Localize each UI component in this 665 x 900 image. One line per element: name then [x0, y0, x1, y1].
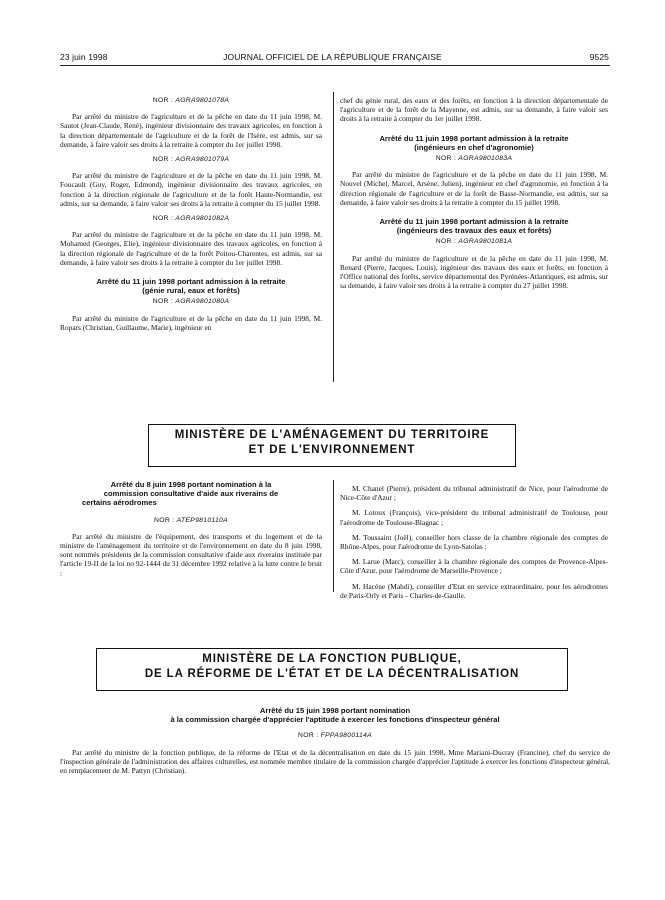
header-date: 23 juin 1998 — [60, 52, 108, 62]
ministry-heading-environment: MINISTÈRE DE L'AMÉNAGEMENT DU TERRITOIRE ET DE L'ENVIRONNEMENT — [148, 424, 516, 467]
journal-title: JOURNAL OFFICIEL DE LA RÉPUBLIQUE FRANÇAISE — [223, 52, 442, 62]
nor-reference: NOR : ATEP9810110A — [154, 516, 228, 524]
nor-reference: NOR : FPPA9800114A — [298, 732, 372, 739]
right-column-top — [340, 96, 608, 296]
nor-reference: NOR : AGRA9801081A — [435, 238, 513, 246]
decree-paragraph: Par arrêté du ministre de l'agriculture et de la pêche en date du 11 juin 1998, M. Nouvel (Michel, Marcel, Arsène, Julien), ingénieur en chef d'agronomie, en fonction à la direction régionale de l'agriculture et de la forêt de Basse-Normandie, est admis, sur sa demande, à faire valoir ses droits à la retraite à compter du 15 juillet 1998. — [340, 170, 608, 207]
decree-title: Arrêté du 11 juin 1998 portant admission à la retraite (ingénieurs des travaux des eaux et forêts) — [379, 217, 569, 236]
decree-title: Arrêté du 11 juin 1998 portant admission à la retraite (ingénieurs en chef d'agronomie) — [379, 133, 569, 152]
nominee-item: M. Lotoux (François), vice-président du tribunal administratif de Toulouse, pour l'aérodrome de Toulouse-Blagnac ; — [340, 508, 608, 527]
decree-title: Arrêté du 11 juin 1998 portant admission à la retraite (génie rural, eaux et forêts) — [96, 277, 286, 296]
nor-reference: NOR : AGRA9801079A — [152, 156, 230, 164]
decree-paragraph-continued: chef du génie rural, des eaux et des forêts, en fonction à la direction départementale de l'agriculture et de la forêt de la Mayenne, est admis, sur sa demande, à faire valoir ses droits à la retraite à compter du 1er juillet 1998. — [340, 96, 608, 124]
nominee-item: M. Larue (Marc), conseiller à la chambre régionale des comptes de Provence-Alpes-Côte d'Azur, pour l'aérodrome de Marseille-Provence ; — [340, 557, 608, 576]
left-column-top — [60, 96, 322, 338]
column-divider-top — [333, 92, 334, 382]
decree-paragraph: Par arrêté du ministre de l'agriculture et de la pêche en date du 11 juin 1998, M. Sautot (Jean-Claude, René), ingénieur divisionnaire des travaux agricoles, en fonction à la direction départementale de l'agriculture et de la forêt de l'Isère, est admis, sur sa demande, à faire valoir ses droits à la retraite à compter du 1er juillet 1998. — [60, 112, 322, 149]
ministry-heading-public-service: MINISTÈRE DE LA FONCTION PUBLIQUE, DE LA RÉFORME DE L'ÉTAT ET DE LA DÉCENTRALISATION — [96, 648, 568, 691]
nominee-item: M. Chanel (Pierre), président du tribunal administratif de Nice, pour l'aérodrome de Nice-Côte d'Azur ; — [340, 484, 608, 503]
nor-reference: NOR : AGRA9801082A — [152, 215, 230, 223]
nor-reference: NOR : AGRA9801078A — [152, 97, 230, 104]
page-number: 9525 — [589, 52, 609, 62]
header-rule — [60, 65, 610, 66]
nor-reference: NOR : AGRA9801083A — [435, 155, 513, 163]
column-divider-middle — [333, 480, 334, 592]
nominee-item: M. Toussaint (Joël), conseiller hors classe de la chambre régionale des comptes de Rhône-Alpes, pour l'aérodrome de Lyon-Satolas ; — [340, 532, 608, 552]
section2-left — [60, 474, 322, 584]
decree-title: Arrêté du 15 juin 1998 portant nomination à la commission chargée d'apprécier l'aptitude à exercer les fonctions d'inspecteur général — [170, 706, 500, 725]
section2-right — [340, 484, 608, 606]
nominee-item: M. Hacène (Mahdi), conseiller d'Etat en service extraordinaire, pour les aérodromes de Paris-Orly et Paris - Charles-de-Gaulle. — [340, 581, 608, 600]
section3-body — [60, 748, 610, 776]
decree-title: Arrêté du 8 juin 1998 portant nomination à la commission consultative d'aide aux riverains de certains aérodromes — [82, 480, 279, 508]
decree-paragraph: Par arrêté du ministre de l'agriculture et de la pêche en date du 11 juin 1998, M. Foucault (Guy, Roger, Edmond), ingénieur divisionnaire des travaux agricoles, en fonction à la direction régionale de l'agriculture et de la forêt Haute-Normandie, est admis, sur sa demande, à faire valoir ses droits à la retraite à compter du 15 juillet 1998. — [60, 171, 322, 208]
decree-paragraph: Par arrêté du ministre de l'équipement, des transports et du logement et de la ministre de l'aménagement du territoire et de l'environnement en date du 8 juin 1998, sont nommés présidents de la commission consultative d'aide aux riverains instituée par l'article 19-II de la loi no 92-1444 du 31 décembre 1992 relative à la lutte contre le bruit : — [60, 531, 322, 578]
nor-reference: NOR : AGRA9801080A — [152, 298, 230, 306]
decree-paragraph: Par arrêté du ministre de l'agriculture et de la pêche en date du 11 juin 1998, M. Renard (Pierre, Jacques, Louis), ingénieur des travaux des eaux et forêts, en fonction à l'Office national des forêts, service départemental des Pyrénées-Atlantiques, est admis, sur sa demande, à faire valoir ses droits à la retraite à compter du 27 juillet 1998. — [340, 253, 608, 291]
decree-paragraph: Par arrêté du ministre de la fonction publique, de la réforme de l'Etat et de la décentralisation en date du 15 juin 1998, Mme Mariani-Ducray (Francine), chef du service de l'inspection générale de l'administration des affaires culturelles, est nommée membre titulaire de la commission chargée d'apprécier l'aptitude à exercer les fonctions d'inspecteur général, en remplacement de M. Pattyn (Christian). — [60, 748, 610, 776]
decree-paragraph: Par arrêté du ministre de l'agriculture et de la pêche en date du 11 juin 1998, M. Mohamed (Georges, Elie), ingénieur divisionnaire des travaux agricoles, en fonction à la direction régionale de l'agriculture et de la forêt Poitou-Charentes, est admis, sur sa demande, à faire valoir ses droits à la retraite à compter du 1er juillet 1998. — [60, 230, 322, 267]
decree-paragraph: Par arrêté du ministre de l'agriculture et de la pêche en date du 11 juin 1998, M. Ropars (Christian, Guillaume, Marie), ingénieur en — [60, 313, 322, 332]
